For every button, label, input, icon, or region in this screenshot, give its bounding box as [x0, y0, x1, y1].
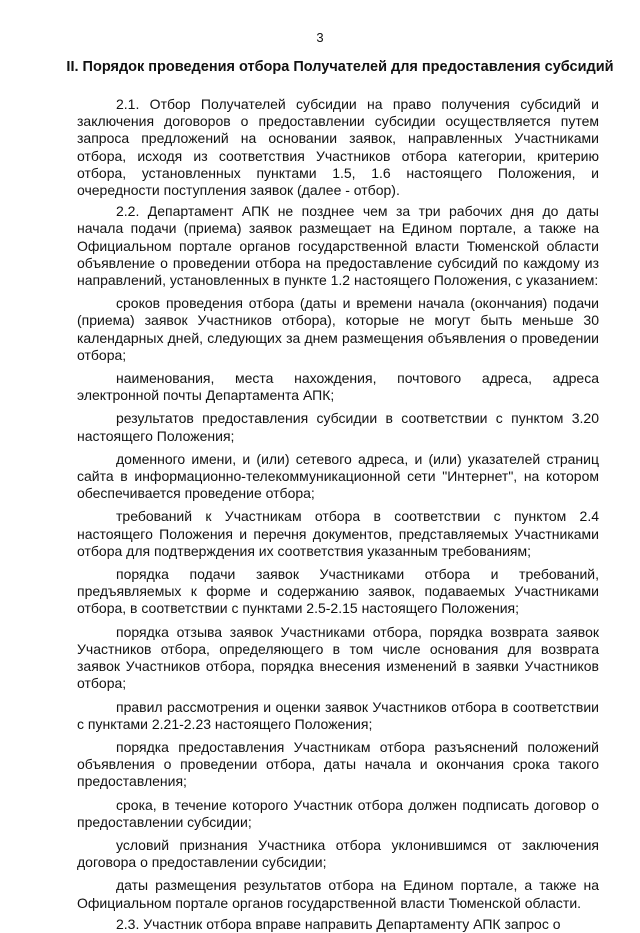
list-item-deadlines: сроков проведения отбора (даты и времени начала (окончания) подачи (приема) заявок Участников отбора), которые не могут быть меньше 30 календарных дней, следующих за днем размещения объявления о проведении отбора; — [77, 295, 599, 363]
list-item-clarifications: порядка предоставления Участникам отбора разъяснений положений объявления о проведении отбора, даты начала и окончания срока такого предоставления; — [77, 738, 599, 790]
list-item-review-rules: правил рассмотрения и оценки заявок Участников отбора в соответствии с пунктами 2.21-2.23 настоящего Положения; — [77, 698, 599, 732]
list-item-results: результатов предоставления субсидии в соответствии с пунктом 3.20 настоящего Положения; — [77, 410, 599, 444]
list-item-requirements: требований к Участникам отбора в соответствии с пунктом 2.4 настоящего Положения и перечня документов, представляемых Участниками отбора для подтверждения их соответствия указанным требованиям; — [77, 508, 599, 559]
list-item-results-date: даты размещения результатов отбора на Едином портале, а также на Официальном портале органов государственной власти Тюменской области. — [77, 877, 599, 911]
list-item-evasion-conditions: условий признания Участника отбора уклонившимся от заключения договора о предоставлении субсидии; — [77, 836, 599, 871]
section-heading: II. Порядок проведения отбора Получателей для предоставления субсидий — [66, 59, 614, 75]
body-text — [77, 96, 599, 933]
paragraph-2-3: 2.3. Участник отбора вправе направить Департаменту АПК запрос о — [116, 915, 561, 932]
list-item-signing-period: срока, в течение которого Участник отбора должен подписать договор о предоставлении субсидии; — [77, 796, 599, 830]
page-number: 3 — [316, 30, 324, 45]
paragraph-2-1: 2.1. Отбор Получателей субсидии на право получения субсидий и заключения договоров о предоставлении субсидии осуществляется путем запроса предложений на основании заявок, направленных Участниками отбора, исходя из соответствия Участников отбора категории, критерию отбора, установленных пунктами 1.5, 1.6 настоящего Положения, и очередности поступления заявок (далее - отбор). — [77, 96, 599, 199]
list-item-department-address: наименования, места нахождения, почтового адреса, адреса электронной почты Департамента АПК; — [77, 370, 599, 404]
list-item-submission-procedure: порядка подачи заявок Участниками отбора и требований, предъявляемых к форме и содержанию заявок, подаваемых Участниками отбора, в соответствии с пунктами 2.5-2.15 настоящего Положения; — [77, 566, 599, 617]
paragraph-2-2: 2.2. Департамент АПК не позднее чем за три рабочих дня до даты начала подачи (приема) заявок размещает на Едином портале, а также на Официальном портале органов государственной власти Тюменской области объявление о проведении отбора на предоставление субсидий по каждому из направлений, установленных в пункте 1.2 настоящего Положения, с указанием: — [77, 203, 599, 289]
list-item-website: доменного имени, и (или) сетевого адреса, и (или) указателей страниц сайта в информационно-телекоммуникационной сети "Интернет", на котором обеспечивается проведение отбора; — [77, 450, 599, 502]
list-item-withdrawal-procedure: порядка отзыва заявок Участниками отбора, порядка возврата заявок Участников отбора, определяющего в том числе основания для возврата заявок Участников отбора, порядка внесения изменений в заявки Участников отбора; — [77, 623, 599, 692]
